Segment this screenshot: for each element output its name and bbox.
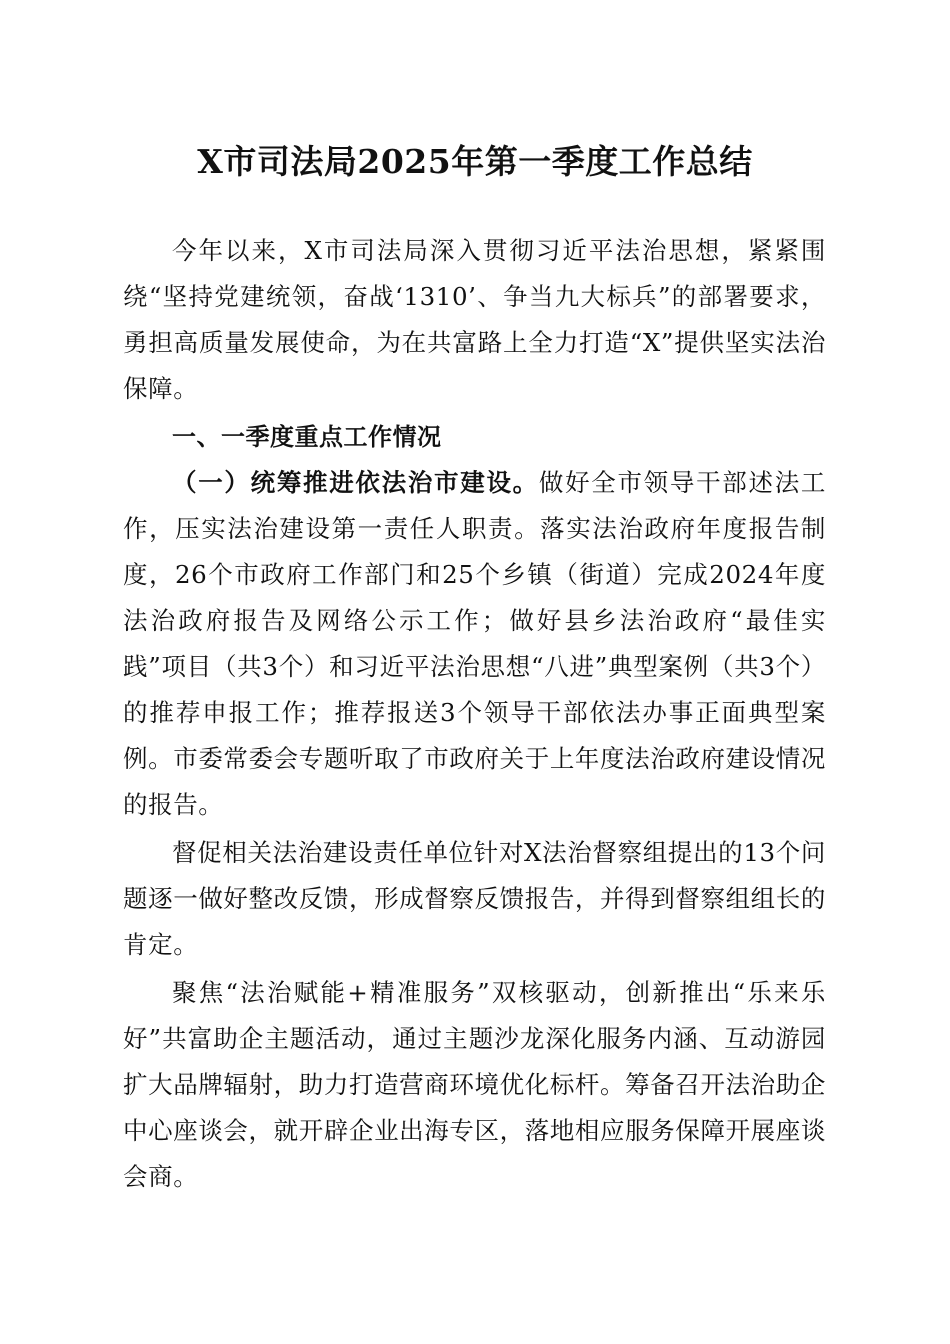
subsection-paragraph-1: [123, 460, 826, 828]
document-body: [123, 228, 826, 1200]
subsection-text-1: 做好全市领导干部述法工作，压实法治建设第一责任人职责。落实法治政府年度报告制度，26个市政府工作部门和25个乡镇（街道）完成2024年度法治政府报告及网络公示工作；做好县乡法治政府“最佳实践”项目（共3个）和习近平法治思想“八进”典型案例（共3个）的推荐申报工作；推荐报送3个领导干部依法办事正面典型案例。市委常委会专题听取了市政府关于上年度法治政府建设情况的报告。: [123, 468, 826, 819]
supervision-paragraph: 督促相关法治建设责任单位针对X法治督察组提出的13个问题逐一做好整改反馈，形成督察反馈报告，并得到督察组组长的肯定。: [123, 838, 826, 959]
services-paragraph: 聚焦“法治赋能+精准服务”双核驱动，创新推出“乐来乐好”共富助企主题活动，通过主题沙龙深化服务内涵、互动游园扩大品牌辐射，助力打造营商环境优化标杆。筹备召开法治助企中心座谈会，就开辟企业出海专区，落地相应服务保障开展座谈会商。: [123, 978, 826, 1191]
document-title: X市司法局2025年第一季度工作总结: [197, 142, 753, 181]
intro-paragraph: 今年以来，X市司法局深入贯彻习近平法治思想，紧紧围绕“坚持党建统领，奋战‘1310’、争当九大标兵”的部署要求，勇担高质量发展使命，为在共富路上全力打造“X”提供坚实法治保障。: [123, 236, 826, 403]
section-heading-1: 一、一季度重点工作情况: [172, 423, 442, 451]
subsection-heading-1: （一）统筹推进依法治市建设。: [172, 468, 539, 497]
